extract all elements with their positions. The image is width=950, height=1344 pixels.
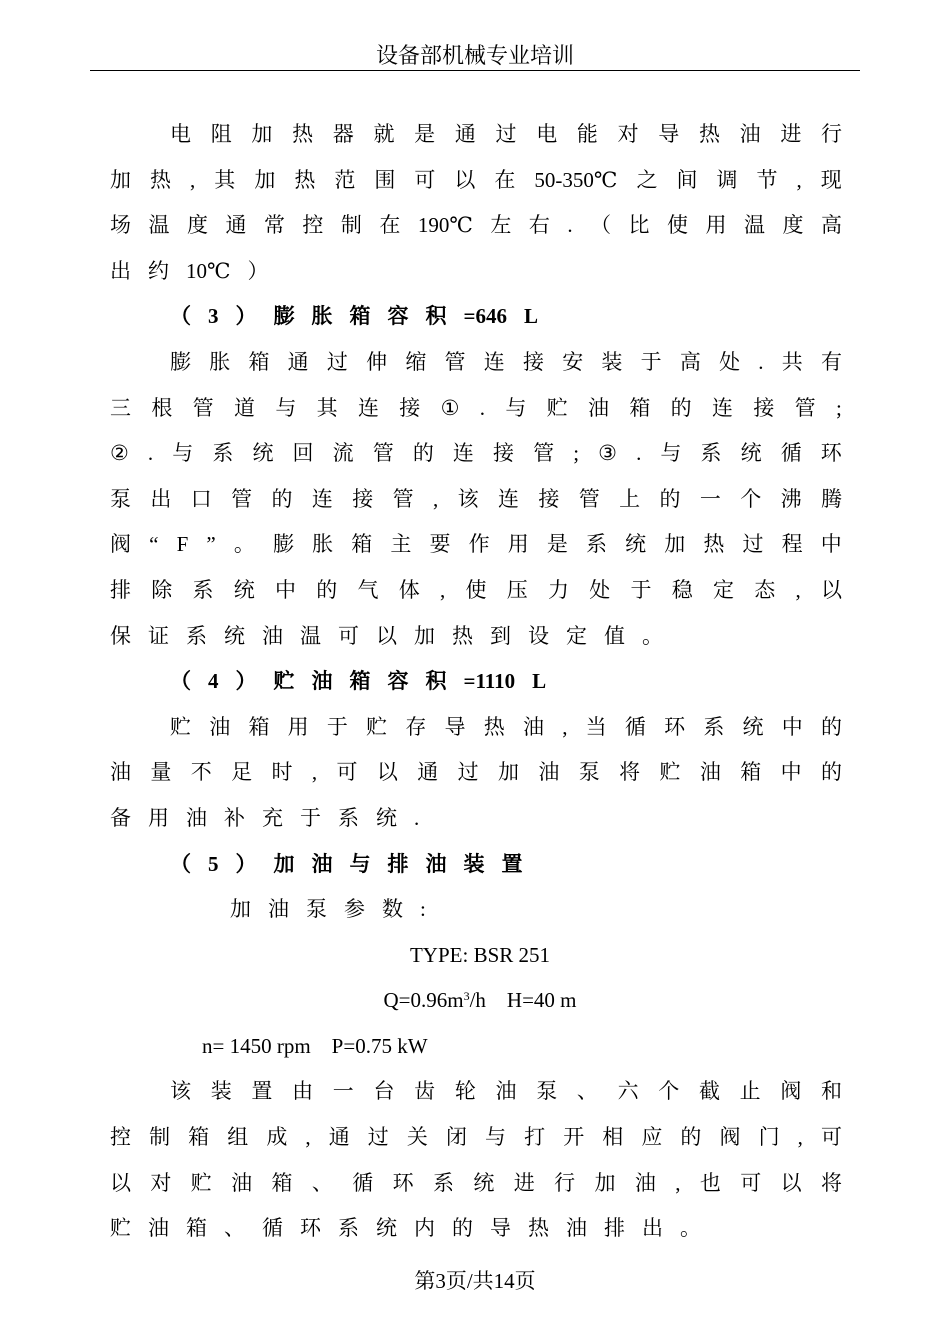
- section-heading-3: （ 3 ） 膨 胀 箱 容 积 =646 L: [170, 304, 538, 329]
- pump-speed-power: n= 1450 rpm P=0.75 kW: [202, 1033, 428, 1058]
- body-line: 阀 “ F ” 。 膨 胀 箱 主 要 作 用 是 系 统 加 热 过 程 中: [110, 532, 842, 557]
- pump-params-label: 加 油 泵 参 数 :: [230, 897, 426, 922]
- section-heading-4: （ 4 ） 贮 油 箱 容 积 =1110 L: [170, 669, 547, 694]
- document-body: [110, 112, 842, 1252]
- page-number: 第3页/共14页: [414, 1269, 536, 1293]
- body-line: 该 装 置 由 一 台 齿 轮 油 泵 、 六 个 截 止 阀 和: [170, 1079, 842, 1104]
- body-line: 贮 油 箱 、 循 环 系 统 内 的 导 热 油 排 出 。: [110, 1216, 701, 1241]
- body-line: 出 约 10℃ ）: [110, 258, 269, 283]
- body-line: 场 温 度 通 常 控 制 在 190℃ 左 右 . （ 比 使 用 温 度 高: [110, 213, 842, 238]
- body-line: 控 制 箱 组 成 , 通 过 关 闭 与 打 开 相 应 的 阀 门 , 可: [110, 1125, 842, 1150]
- body-line: 备 用 油 补 充 于 系 统 .: [110, 805, 420, 830]
- body-line: 以 对 贮 油 箱 、 循 环 系 统 进 行 加 油 , 也 可 以 将: [110, 1170, 842, 1195]
- body-line: 贮 油 箱 用 于 贮 存 导 热 油 , 当 循 环 系 统 中 的: [170, 714, 842, 739]
- body-line: 保 证 系 统 油 温 可 以 加 热 到 设 定 值 。: [110, 623, 663, 648]
- body-line: ② . 与 系 统 回 流 管 的 连 接 管 ; ③ . 与 系 统 循 环: [110, 441, 842, 466]
- body-line: 油 量 不 足 时 , 可 以 通 过 加 油 泵 将 贮 油 箱 中 的: [110, 760, 842, 785]
- body-line: 排 除 系 统 中 的 气 体 , 使 压 力 处 于 稳 定 态 , 以: [110, 577, 842, 602]
- body-line: 膨 胀 箱 通 过 伸 缩 管 连 接 安 装 于 高 处 . 共 有: [170, 349, 842, 374]
- section-heading-5: （ 5 ） 加 油 与 排 油 装 置: [170, 851, 523, 876]
- pump-flow-head: $Q=0.96m^3/h$ H=40 m: [383, 988, 577, 1013]
- page-header: 设备部机械专业培训: [375, 43, 574, 68]
- body-line: 泵 出 口 管 的 连 接 管 , 该 连 接 管 上 的 一 个 沸 腾: [110, 486, 842, 511]
- body-line: 三 根 管 道 与 其 连 接 ① . 与 贮 油 箱 的 连 接 管 ;: [110, 395, 842, 420]
- body-line: 加 热 , 其 加 热 范 围 可 以 在 50-350℃ 之 间 调 节 , 现: [110, 167, 842, 192]
- body-line: 电 阻 加 热 器 就 是 通 过 电 能 对 导 热 油 进 行: [170, 122, 842, 146]
- header-divider: [90, 70, 860, 71]
- pump-type: TYPE: BSR 251: [409, 942, 551, 967]
